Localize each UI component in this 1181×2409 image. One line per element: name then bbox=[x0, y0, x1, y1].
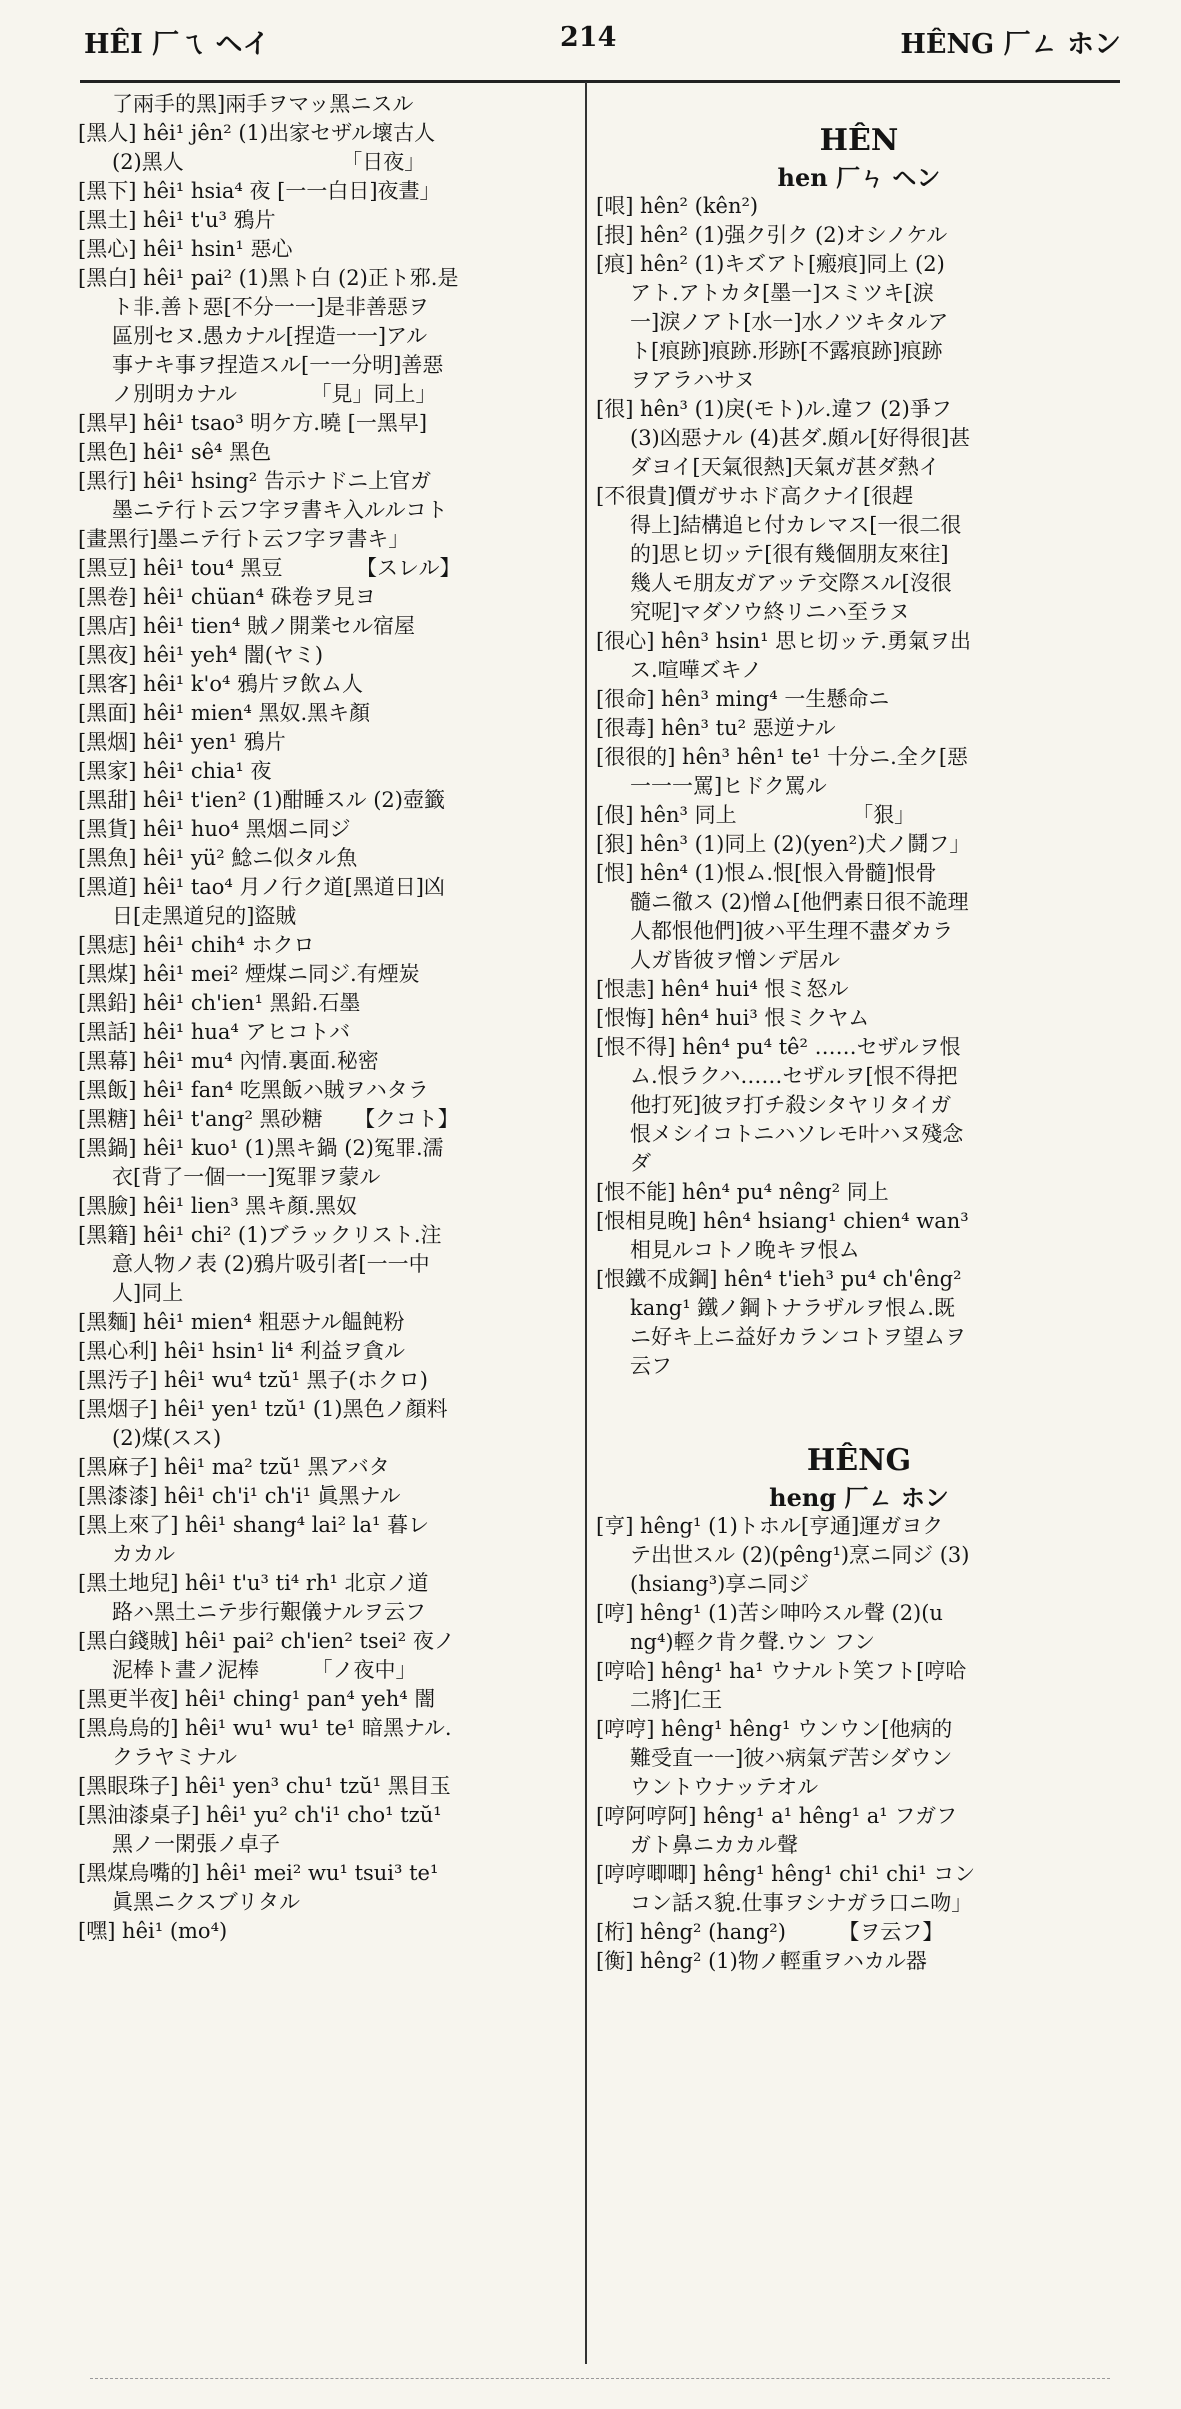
dictionary-line: heng 厂ㄥ ホン bbox=[769, 1483, 949, 1512]
dictionary-line: ヲアラハサヌ bbox=[630, 368, 755, 392]
dictionary-entry-line: [黑籍] hêi¹ chi² (1)ブラックリスト.注 bbox=[78, 1223, 442, 1247]
dictionary-line: ム.恨ラクハ……セザルヲ[恨不得把 bbox=[630, 1064, 958, 1088]
dictionary-entry-line: [黑痣] hêi¹ chih⁴ ホクロ bbox=[78, 933, 315, 957]
dictionary-entry-line: [黑煤] hêi¹ mei² 煙煤ニ同ジ.有煙炭 bbox=[78, 962, 420, 986]
dictionary-entry-line: [恨鐵不成鋼] hên⁴ t'ieh³ pu⁴ ch'êng² bbox=[596, 1267, 962, 1291]
dictionary-entry-line: [哼哼] hêng¹ hêng¹ ウンウン[他病的 bbox=[596, 1717, 953, 1741]
dictionary-entry-line: [哼哈] hêng¹ ha¹ ウナルト笑フト[哼哈 bbox=[596, 1659, 967, 1683]
dictionary-entry-line: [很心] hên³ hsin¹ 思ヒ切ッテ.勇氣ヲ出 bbox=[596, 629, 971, 653]
dictionary-line: ガト鼻ニカカル聲 bbox=[630, 1833, 798, 1857]
dictionary-line: テ出世スル (2)(pêng¹)烹ニ同ジ (3) bbox=[630, 1543, 970, 1567]
dictionary-entry-line: [黑心] hêi¹ hsin¹ 惡心 bbox=[78, 237, 293, 261]
dictionary-entry-line: [黑行] hêi¹ hsing² 告示ナドニ上官ガ bbox=[78, 469, 432, 493]
left-column bbox=[78, 90, 578, 2370]
dictionary-entry-line: [黑卷] hêi¹ chüan⁴ 硃卷ヲ見ヨ bbox=[78, 585, 376, 609]
dictionary-entry-line: [黑麵] hêi¹ mien⁴ 粗惡ナル饂飩粉 bbox=[78, 1310, 405, 1334]
dictionary-entry-line: [黑白錢賊] hêi¹ pai² ch'ien² tsei² 夜ノ bbox=[78, 1629, 455, 1653]
dictionary-entry-line: [佷] hên³ 同上 「狠」 bbox=[596, 803, 916, 827]
dictionary-entry-line: [黑下] hêi¹ hsia⁴ 夜 [一一白日]夜晝」 bbox=[78, 179, 441, 203]
dictionary-line: 相見ルコトノ晚キヲ恨ム bbox=[630, 1238, 860, 1262]
dictionary-entry-line: [黑人] hêi¹ jên² (1)出家セザル壞古人 bbox=[78, 121, 436, 145]
dictionary-entry-line: [哼哼唧唧] hêng¹ hêng¹ chi¹ chi¹ コン bbox=[596, 1862, 976, 1886]
dictionary-line: ダ bbox=[630, 1151, 651, 1175]
dictionary-line: 泥棒ト晝ノ泥棒 「ノ夜中」 bbox=[112, 1658, 417, 1682]
header-left-romanization: HÊI 厂ㄟ ヘイ bbox=[84, 29, 270, 60]
dictionary-entry-line: [黑烟] hêi¹ yen¹ 鴉片 bbox=[78, 730, 286, 754]
dictionary-entry-line: [恨恚] hên⁴ hui⁴ 恨ミ怒ル bbox=[596, 977, 849, 1001]
dictionary-line: 究呢]マダソウ終リニハ至ラヌ bbox=[630, 600, 910, 624]
dictionary-entry-line: [拫] hên² (1)强ク引ク (2)オシノケル bbox=[596, 223, 948, 247]
page-header bbox=[0, 22, 1181, 74]
dictionary-entry-line: [黑夜] hêi¹ yeh⁴ 闇(ヤミ) bbox=[78, 643, 324, 667]
dictionary-line: ト非.善ト惡[不分一一]是非善惡ヲ bbox=[112, 295, 430, 319]
dictionary-entry-line: [黑烟子] hêi¹ yen¹ tzŭ¹ (1)黑色ノ顏料 bbox=[78, 1397, 448, 1421]
dictionary-entry-line: [黑幕] hêi¹ mu⁴ 內情.裏面.秘密 bbox=[78, 1049, 379, 1073]
dictionary-line: 幾人モ朋友ガアッテ交際スル[沒很 bbox=[630, 571, 952, 595]
dictionary-line: 日[走黑道兒的]盜賊 bbox=[112, 904, 297, 928]
dictionary-entry-line: [黑豆] hêi¹ tou⁴ 黑豆 【スレル】 bbox=[78, 556, 461, 580]
dictionary-line: クラヤミナル bbox=[112, 1745, 237, 1769]
dictionary-entry-line: [黑店] hêi¹ tien⁴ 賊ノ開業セル宿屋 bbox=[78, 614, 416, 638]
dictionary-line: 墨ニテ行ト云フ字ヲ書キ入ルルコト bbox=[112, 498, 448, 522]
dictionary-line: 眞黑ニクスブリタル bbox=[112, 1890, 300, 1914]
dictionary-line: (2)煤(スス) bbox=[112, 1426, 222, 1450]
dictionary-line: ウントウナッテオル bbox=[630, 1775, 819, 1799]
dictionary-line: (2)黑人 「日夜」 bbox=[112, 150, 426, 174]
dictionary-line: kang¹ 鐵ノ鋼トナラザルヲ恨ム.既 bbox=[630, 1296, 955, 1320]
dictionary-entry-line: [桁] hêng² (hang²) 【ヲ云フ】 bbox=[596, 1920, 944, 1944]
dictionary-line bbox=[596, 1381, 1122, 1410]
dictionary-entry-line: [哼] hêng¹ (1)苦シ呻吟スル聲 (2)(u bbox=[596, 1601, 943, 1625]
dictionary-entry-line: [黑麻子] hêi¹ ma² tzŭ¹ 黑アバタ bbox=[78, 1455, 390, 1479]
dictionary-entry-line: [黑早] hêi¹ tsao³ 明ケ方.曉 [一黑早] bbox=[78, 411, 428, 435]
dictionary-entry-line: [黑面] hêi¹ mien⁴ 黑奴.黑キ顏 bbox=[78, 701, 371, 725]
dictionary-entry-line: [衡] hêng² (1)物ノ輕重ヲハカル器 bbox=[596, 1949, 927, 1973]
dictionary-line: ノ別明カナル 「見」同上」 bbox=[112, 382, 437, 406]
column-divider bbox=[585, 82, 587, 2364]
dictionary-line bbox=[596, 90, 1122, 119]
dictionary-entry-line: [黑貨] hêi¹ huo⁴ 黑烟ニ同ジ bbox=[78, 817, 351, 841]
dictionary-entry-line: [恨不得] hên⁴ pu⁴ tê² ……セザルヲ恨 bbox=[596, 1035, 961, 1059]
dictionary-line: 的]思ヒ切ッテ[很有幾個朋友來往] bbox=[630, 542, 949, 566]
dictionary-line: ダヨイ[天氣很熱]天氣ガ甚ダ熱イ bbox=[630, 455, 940, 479]
dictionary-line: コン話ス貌.仕事ヲシナガラ口ニ吻」 bbox=[630, 1891, 973, 1915]
dictionary-line: カカル bbox=[112, 1542, 175, 1566]
dictionary-line: ス.喧嘩ズキノ bbox=[630, 658, 763, 682]
dictionary-line: ng⁴)輕ク肯ク聲.ウン フン bbox=[630, 1630, 876, 1654]
dictionary-line: 人ガ皆彼ヲ憎ンデ居ル bbox=[630, 948, 840, 972]
dictionary-entry-line: [痕] hên² (1)キズアト[瘢痕]同上 (2) bbox=[596, 252, 945, 276]
header-right-romanization: HÊNG 厂ㄥ ホン bbox=[900, 29, 1121, 60]
dictionary-entry-line: [恨] hên⁴ (1)恨ム.恨[恨入骨髓]恨骨 bbox=[596, 861, 937, 885]
dictionary-line: HÊNG bbox=[806, 1443, 912, 1478]
dictionary-line: (3)凶惡ナル (4)甚ダ.頗ル[好得很]甚 bbox=[630, 426, 971, 450]
dictionary-entry-line: [黑魚] hêi¹ yü² 鯰ニ似タル魚 bbox=[78, 846, 358, 870]
dictionary-entry-line: [黑土] hêi¹ t'u³ 鴉片 bbox=[78, 208, 276, 232]
dictionary-line: 一一一罵]ヒドク罵ル bbox=[630, 774, 827, 798]
dictionary-line: 區別セヌ.愚カナル[捏造一一]アル bbox=[112, 324, 428, 348]
bottom-rule bbox=[90, 2378, 1110, 2379]
dictionary-entry-line: [黑鉛] hêi¹ ch'ien¹ 黑鉛.石墨 bbox=[78, 991, 361, 1015]
dictionary-entry-line: [黑油漆桌子] hêi¹ yu² ch'i¹ cho¹ tzŭ¹ bbox=[78, 1803, 442, 1827]
dictionary-line: 他打死]彼ヲ打チ殺シタヤリタイガ bbox=[630, 1093, 952, 1117]
dictionary-entry-line: [黑煤烏嘴的] hêi¹ mei² wu¹ tsui³ te¹ bbox=[78, 1861, 439, 1885]
dictionary-entry-line: [黑眼珠子] hêi¹ yen³ chu¹ tzŭ¹ 黑目玉 bbox=[78, 1774, 451, 1798]
dictionary-line: 了兩手的黑]兩手ヲマッ黑ニスル bbox=[112, 92, 414, 116]
dictionary-line: 髓ニ徹ス (2)憎ム[他們素日很不詭理 bbox=[630, 890, 969, 914]
dictionary-entry-line: [黑上來了] hêi¹ shang⁴ lai² la¹ 暮レ bbox=[78, 1513, 430, 1537]
dictionary-entry-line: [嘿] hêi¹ (mo⁴) bbox=[78, 1919, 228, 1943]
dictionary-entry-line: [黑土地兒] hêi¹ t'u³ ti⁴ rh¹ 北京ノ道 bbox=[78, 1571, 429, 1595]
dictionary-line: ト[痕跡]痕跡.形跡[不露痕跡]痕跡 bbox=[630, 339, 943, 363]
dictionary-line: 路ハ黑土ニテ步行艱儀ナルヲ云フ bbox=[112, 1600, 426, 1624]
dictionary-entry-line: [黑白] hêi¹ pai² (1)黑ト白 (2)正ト邪.是 bbox=[78, 266, 459, 290]
dictionary-entry-line: [黑臉] hêi¹ lien³ 黑キ顏.黑奴 bbox=[78, 1194, 357, 1218]
dictionary-entry-line: [黑更半夜] hêi¹ ching¹ pan⁴ yeh⁴ 闇 bbox=[78, 1687, 436, 1711]
dictionary-entry-line: [狠] hên³ (1)同上 (2)(yen²)犬ノ鬪フ」 bbox=[596, 832, 971, 856]
dictionary-entry-line: [很毒] hên³ tu² 惡逆ナル bbox=[596, 716, 836, 740]
dictionary-line: 意人物ノ表 (2)鴉片吸引者[一一中 bbox=[112, 1252, 430, 1276]
dictionary-entry-line: [畫黑行]墨ニテ行ト云フ字ヲ書キ」 bbox=[78, 527, 410, 551]
dictionary-line: 難受直一一]彼ハ病氣デ苦シダウン bbox=[630, 1746, 953, 1770]
dictionary-entry-line: [黑鍋] hêi¹ kuo¹ (1)黑キ鍋 (2)冤罪.濡 bbox=[78, 1136, 444, 1160]
dictionary-line: 恨メシイコトニハソレモ叶ハヌ殘念 bbox=[630, 1122, 964, 1146]
dictionary-entry-line: [恨相見晚] hên⁴ hsiang¹ chien⁴ wan³ bbox=[596, 1209, 969, 1233]
dictionary-entry-line: [黑話] hêi¹ hua⁴ アヒコトバ bbox=[78, 1020, 351, 1044]
dictionary-entry-line: [哼阿哼阿] hêng¹ a¹ hêng¹ a¹ フガフ bbox=[596, 1804, 958, 1828]
dictionary-line: (hsiang³)享ニ同ジ bbox=[630, 1572, 810, 1596]
dictionary-line: アト.アトカタ[墨一]スミツキ[淚 bbox=[630, 281, 934, 305]
dictionary-entry-line: [黑糖] hêi¹ t'ang² 黑砂糖 【クコト】 bbox=[78, 1107, 459, 1131]
dictionary-entry-line: [黑色] hêi¹ sê⁴ 黑色 bbox=[78, 440, 272, 464]
right-column bbox=[596, 90, 1122, 2370]
dictionary-entry-line: [黑道] hêi¹ tao⁴ 月ノ行ク道[黑道日]凶 bbox=[78, 875, 445, 899]
dictionary-line: 二將]仁王 bbox=[630, 1688, 723, 1712]
dictionary-entry-line: [黑客] hêi¹ k'o⁴ 鴉片ヲ飲ム人 bbox=[78, 672, 364, 696]
dictionary-line: ニ好キ上ニ益好カランコトヲ望ムヲ bbox=[630, 1325, 966, 1349]
dictionary-entry-line: [黑心利] hêi¹ hsin¹ li⁴ 利益ヲ貪ル bbox=[78, 1339, 405, 1363]
dictionary-entry-line: [黑家] hêi¹ chia¹ 夜 bbox=[78, 759, 272, 783]
dictionary-entry-line: [很] hên³ (1)戾(モト)ル.違フ (2)爭フ bbox=[596, 397, 952, 421]
dictionary-line: 人都恨他們]彼ハ平生理不盡ダカラ bbox=[630, 919, 954, 943]
dictionary-entry-line: [黑飯] hêi¹ fan⁴ 吃黑飯ハ賊ヲハタラ bbox=[78, 1078, 429, 1102]
dictionary-entry-line: [恨悔] hên⁴ hui³ 恨ミクヤム bbox=[596, 1006, 870, 1030]
dictionary-line: 衣[背了一個一一]冤罪ヲ蒙ル bbox=[112, 1165, 381, 1189]
dictionary-entry-line: [哏] hên² (kên²) bbox=[596, 194, 759, 218]
dictionary-line: HÊN bbox=[819, 123, 899, 158]
dictionary-line: 云フ bbox=[630, 1354, 672, 1378]
dictionary-entry-line: [黑漆漆] hêi¹ ch'i¹ ch'i¹ 眞黑ナル bbox=[78, 1484, 401, 1508]
dictionary-line bbox=[596, 1410, 1122, 1439]
dictionary-entry-line: [很命] hên³ ming⁴ 一生懸命ニ bbox=[596, 687, 890, 711]
dictionary-line: hen 厂ㄣ ヘン bbox=[777, 163, 941, 192]
header-rule bbox=[80, 80, 1120, 83]
dictionary-line: 黑ノ一閑張ノ卓子 bbox=[112, 1832, 280, 1856]
dictionary-entry-line: [黑烏烏的] hêi¹ wu¹ wu¹ te¹ 暗黑ナル. bbox=[78, 1716, 452, 1740]
dictionary-entry-line: [黑甜] hêi¹ t'ien² (1)酣睡スル (2)壺籤 bbox=[78, 788, 445, 812]
dictionary-entry-line: [恨不能] hên⁴ pu⁴ nêng² 同上 bbox=[596, 1180, 889, 1204]
dictionary-entry-line: [黑汚子] hêi¹ wu⁴ tzŭ¹ 黑子(ホクロ) bbox=[78, 1368, 428, 1392]
dictionary-line: 人]同上 bbox=[112, 1281, 184, 1305]
dictionary-entry-line: [很很的] hên³ hên¹ te¹ 十分ニ.全ク[惡 bbox=[596, 745, 969, 769]
dictionary-line: 事ナキ事ヲ捏造スル[一一分明]善惡 bbox=[112, 353, 444, 377]
dictionary-line: 一]淚ノアト[水一]水ノツキタルア bbox=[630, 310, 949, 334]
dictionary-entry-line: [亨] hêng¹ (1)トホル[亨通]運ガヨク bbox=[596, 1514, 944, 1538]
dictionary-line: 得上]結構追ヒ付カレマス[一很二很 bbox=[630, 513, 962, 537]
page-number: 214 bbox=[560, 22, 617, 53]
dictionary-entry-line: [不很貴]價ガサホド高クナイ[很趕 bbox=[596, 484, 914, 508]
